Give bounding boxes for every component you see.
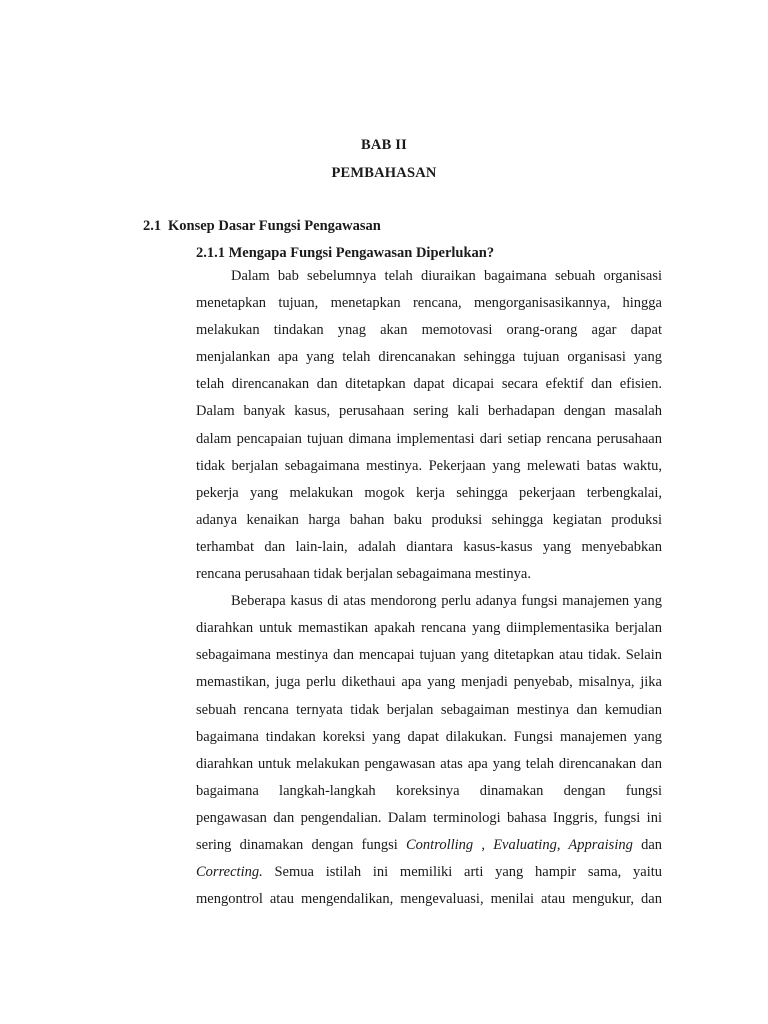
paragraph-line: Dalam banyak kasus, perusahaan sering kali berhadapan dengan masalah: [196, 403, 662, 420]
paragraph-line: menetapkan tujuan, menetapkan rencana, mengorganisasikannya, hingga: [196, 295, 662, 312]
text-run: dan: [632, 836, 663, 853]
paragraph-line: terhambat dan lain-lain, adalah diantara kasus-kasus yang menyebabkan: [196, 538, 662, 555]
paragraph-line: sebagaimana mestinya dan mencapai tujuan yang ditetapkan atau tidak. Selain: [196, 647, 662, 664]
paragraph-line: bagaimana langkah-langkah koreksinya dinamakan dengan fungsi: [196, 782, 662, 799]
section-title: Konsep Dasar Fungsi Pengawasan: [168, 218, 381, 234]
text-run: Semua istilah ini memiliki arti yang hampir sama, yaitu: [262, 864, 662, 881]
chapter-number: BAB II: [361, 137, 407, 153]
paragraph-line: Beberapa kasus di atas mendorong perlu adanya fungsi manajemen yang: [231, 593, 662, 610]
paragraph-line: melakukan tindakan ynag akan memotovasi orang-orang agar dapat: [196, 322, 662, 339]
paragraph-line: adanya kenaikan harga bahan baku produksi sehingga kegiatan produksi: [196, 511, 662, 528]
paragraph-line: diarahkan untuk memastikan apakah rencana yang diimplementasika berjalan: [196, 620, 662, 637]
paragraph-line: menjalankan apa yang telah direncanakan sehingga tujuan organisasi yang: [196, 349, 662, 366]
paragraph-line: sebuah rencana ternyata tidak berjalan sebagaiman mestinya dan kemudian: [196, 701, 662, 718]
paragraph-line: pekerja yang melakukan mogok kerja sehingga pekerjaan terbengkalai,: [196, 484, 662, 501]
paragraph-line: tidak berjalan sebagaimana mestinya. Pekerjaan yang melewati batas waktu,: [196, 457, 662, 474]
section-heading: [143, 218, 381, 235]
paragraph-line: mengontrol atau mengendalikan, mengevaluasi, menilai atau mengukur, dan: [196, 891, 662, 908]
paragraph-line: dalam pencapaian tujuan dimana implementasi dari setiap rencana perusahaan: [196, 430, 662, 447]
section-number: 2.1: [143, 218, 162, 234]
italic-term: Correcting.: [196, 864, 263, 881]
text-run: sering dinamakan dengan fungsi: [196, 836, 407, 853]
paragraph-line: diarahkan untuk melakukan pengawasan atas apa yang telah direncanakan dan: [196, 755, 662, 772]
paragraph-line: pengawasan dan pengendalian. Dalam terminologi bahasa Inggris, fungsi ini: [196, 809, 662, 826]
paragraph-line-terms: [196, 859, 662, 886]
paragraph-line: bagaimana tindakan koreksi yang dapat dilakukan. Fungsi manajemen yang: [196, 728, 662, 745]
chapter-title: PEMBAHASAN: [331, 165, 437, 181]
italic-terms: Controlling , Evaluating, Appraising: [406, 836, 633, 853]
paragraph-line: rencana perusahaan tidak berjalan sebagaimana mestinya.: [196, 566, 531, 583]
body-text: [196, 263, 662, 913]
subsection-heading: 2.1.1 Mengapa Fungsi Pengawasan Diperlukan?: [196, 245, 495, 261]
paragraph-line-terms: [196, 832, 662, 859]
paragraph-line: telah direncanakan dan ditetapkan dapat dicapai secara efektif dan efisien.: [196, 376, 662, 393]
paragraph-line: Dalam bab sebelumnya telah diuraikan bagaimana sebuah organisasi: [231, 268, 662, 284]
paragraph-line: memastikan, juga perlu dikethaui apa yang menjadi penyebab, misalnya, jika: [196, 674, 662, 691]
